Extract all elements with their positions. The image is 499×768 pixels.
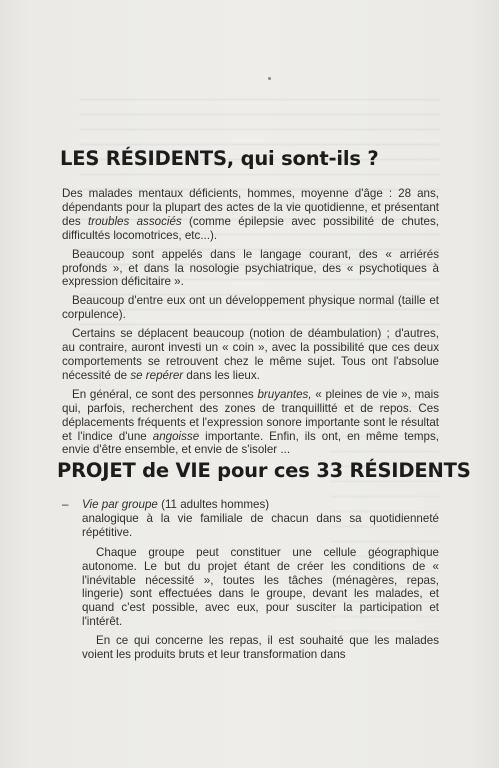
list-item-description: analogique à la vie familiale de chacun dans sa quotidienneté répétitive. [82, 511, 439, 539]
text-run: « pleines de vie », mais qui, parfois, recherchent des zones de tranquillitté et de repos. Ces déplacements fréquents et l'expression sonore importante sont le résultat et l'indice d'une [62, 387, 439, 443]
residents-section [62, 187, 439, 457]
text-run: (11 adultes hommes) [157, 498, 270, 511]
page-speck [268, 77, 271, 80]
emphasis: troubles associés [88, 214, 182, 228]
text-run: Des malades mentaux déficients, hommes, moyenne d'âge : 28 ans, dépendants pour la plupart des actes de la vie quotidienne, et présentant des [62, 187, 439, 228]
paragraph: Chaque groupe peut constituer une cellule géographique autonome. Le but du projet étant de créer les conditions de « l'inévitable nécessité », toutes les tâches (ménagères, repas, lingerie) sont effectuées dans le groupe, devant les malades, et quand c'est possible, avec eux, pour susciter la participation et l'intérêt. [82, 545, 439, 629]
text-run: Certains se déplacent beaucoup (notion de déambulation) ; d'autres, au contraire, auront investi un « coin », avec la possibilité que ces deux comportements se retrouvent chez le même sujet. Tous ont l'absolue nécessité de [62, 327, 439, 382]
projet-de-vie-section [62, 498, 439, 662]
section-heading-residents: LES RÉSIDENTS, qui sont-ils ? [60, 147, 379, 170]
emphasis: se repérer [130, 368, 184, 382]
emphasis: bruyantes, [257, 387, 312, 401]
text-run: (comme épilepsie avec possibilité de chutes, difficultés locomotrices, etc...). [62, 214, 439, 242]
paragraph: En ce qui concerne les repas, il est souhaité que les malades voient les produits bruts et leur transformation dans [82, 634, 439, 662]
emphasis: Vie par groupe [82, 498, 158, 511]
list-dash: – [62, 498, 69, 511]
text-run: dans les lieux. [183, 368, 260, 382]
list-item-title [82, 498, 439, 512]
emphasis: angoisse [152, 429, 200, 443]
paragraph [62, 388, 439, 458]
text-run: importante. Enfin, ils ont, en même temps, envie d'être ensemble, et envie de s'isoler ... [62, 429, 439, 457]
paragraph: Beaucoup d'entre eux ont un développement physique normal (taille et corpulence). [62, 294, 439, 322]
paragraph [62, 327, 439, 383]
text-run: En général, ce sont des personnes [72, 387, 258, 401]
list-item-body [82, 546, 439, 662]
paragraph [62, 187, 439, 243]
section-heading-projet-de-vie: PROJET de VIE pour ces 33 RÉSIDENTS [57, 459, 471, 482]
paragraph: Beaucoup sont appelés dans le langage courant, des « arriérés profonds », et dans la nosologie psychiatrique, des « psychotiques à expression déficitaire ». [62, 247, 439, 289]
list-item [62, 498, 439, 540]
